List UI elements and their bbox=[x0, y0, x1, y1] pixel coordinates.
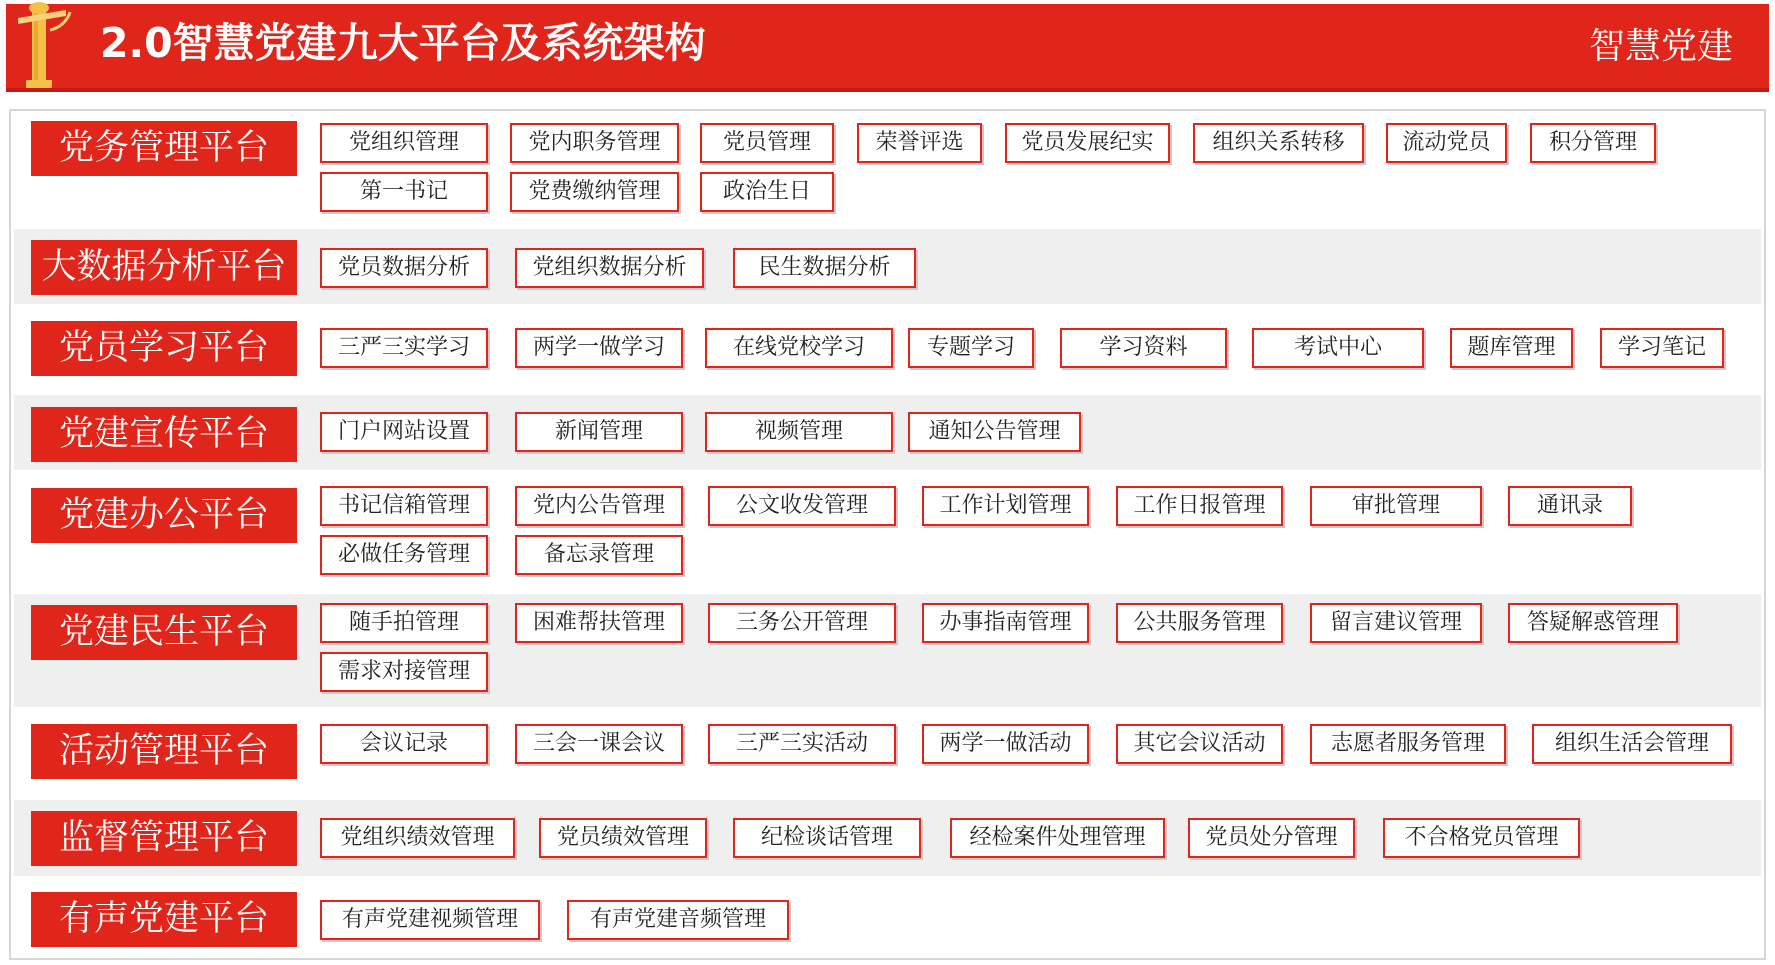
module-box: 随手拍管理 bbox=[320, 603, 488, 643]
module-box: 党员管理 bbox=[700, 123, 834, 163]
platform-label: 监督管理平台 bbox=[31, 811, 297, 866]
page-title: 2.0智慧党建九大平台及系统架构 bbox=[100, 19, 706, 67]
module-box: 党组织数据分析 bbox=[515, 248, 704, 288]
module-box: 党员绩效管理 bbox=[539, 818, 707, 858]
module-box: 公文收发管理 bbox=[708, 486, 896, 526]
module-box: 困难帮扶管理 bbox=[515, 603, 683, 643]
module-box: 两学一做活动 bbox=[922, 724, 1089, 764]
module-box: 必做任务管理 bbox=[320, 535, 488, 575]
module-box: 备忘录管理 bbox=[515, 535, 683, 575]
module-box: 通知公告管理 bbox=[908, 412, 1081, 452]
module-box: 门户网站设置 bbox=[320, 412, 488, 452]
platform-label: 党建宣传平台 bbox=[31, 407, 297, 462]
module-box: 三严三实学习 bbox=[320, 328, 488, 368]
module-box: 党组织管理 bbox=[320, 123, 488, 163]
huabiao-pillar-icon bbox=[10, 0, 74, 92]
module-box: 新闻管理 bbox=[515, 412, 683, 452]
module-box: 审批管理 bbox=[1310, 486, 1482, 526]
module-box: 党内职务管理 bbox=[510, 123, 679, 163]
module-box: 专题学习 bbox=[908, 328, 1034, 368]
header-underline bbox=[6, 88, 1769, 92]
platform-label: 党员学习平台 bbox=[31, 321, 297, 376]
platform-label: 党建办公平台 bbox=[31, 488, 297, 543]
module-box: 三务公开管理 bbox=[708, 603, 896, 643]
module-box: 办事指南管理 bbox=[922, 603, 1089, 643]
module-box: 在线党校学习 bbox=[705, 328, 893, 368]
module-box: 党员数据分析 bbox=[320, 248, 488, 288]
module-box: 党费缴纳管理 bbox=[510, 172, 679, 212]
module-box: 留言建议管理 bbox=[1310, 603, 1482, 643]
module-box: 党员处分管理 bbox=[1188, 818, 1355, 858]
module-box: 组织关系转移 bbox=[1193, 123, 1364, 163]
module-box: 其它会议活动 bbox=[1116, 724, 1283, 764]
module-box: 经检案件处理管理 bbox=[950, 818, 1165, 858]
module-box: 第一书记 bbox=[320, 172, 488, 212]
platform-label: 大数据分析平台 bbox=[31, 240, 297, 295]
module-box: 有声党建音频管理 bbox=[567, 900, 789, 940]
module-box: 志愿者服务管理 bbox=[1310, 724, 1506, 764]
module-box: 通讯录 bbox=[1508, 486, 1632, 526]
module-box: 积分管理 bbox=[1530, 123, 1656, 163]
module-box: 流动党员 bbox=[1386, 123, 1507, 163]
module-box: 三严三实活动 bbox=[708, 724, 896, 764]
module-box: 不合格党员管理 bbox=[1383, 818, 1580, 858]
module-box: 有声党建视频管理 bbox=[320, 900, 540, 940]
module-box: 答疑解惑管理 bbox=[1508, 603, 1678, 643]
module-box: 题库管理 bbox=[1450, 328, 1573, 368]
module-box: 党员发展纪实 bbox=[1005, 123, 1170, 163]
module-box: 工作日报管理 bbox=[1116, 486, 1283, 526]
module-box: 考试中心 bbox=[1252, 328, 1424, 368]
module-box: 政治生日 bbox=[700, 172, 834, 212]
platform-label: 党务管理平台 bbox=[31, 121, 297, 176]
platform-label: 有声党建平台 bbox=[31, 892, 297, 947]
platform-label: 党建民生平台 bbox=[31, 605, 297, 660]
module-box: 组织生活会管理 bbox=[1532, 724, 1732, 764]
module-box: 公共服务管理 bbox=[1116, 603, 1283, 643]
module-box: 视频管理 bbox=[705, 412, 893, 452]
module-box: 学习资料 bbox=[1060, 328, 1227, 368]
platform-label: 活动管理平台 bbox=[31, 724, 297, 779]
module-box: 会议记录 bbox=[320, 724, 488, 764]
module-box: 需求对接管理 bbox=[320, 652, 488, 692]
brand-label: 智慧党建 bbox=[1588, 26, 1733, 67]
module-box: 工作计划管理 bbox=[922, 486, 1089, 526]
module-box: 荣誉评选 bbox=[857, 123, 982, 163]
module-box: 党内公告管理 bbox=[515, 486, 683, 526]
module-box: 两学一做学习 bbox=[515, 328, 683, 368]
module-box: 三会一课会议 bbox=[515, 724, 683, 764]
module-box: 书记信箱管理 bbox=[320, 486, 488, 526]
module-box: 学习笔记 bbox=[1600, 328, 1724, 368]
module-box: 纪检谈话管理 bbox=[733, 818, 921, 858]
module-box: 民生数据分析 bbox=[733, 248, 916, 288]
module-box: 党组织绩效管理 bbox=[320, 818, 515, 858]
